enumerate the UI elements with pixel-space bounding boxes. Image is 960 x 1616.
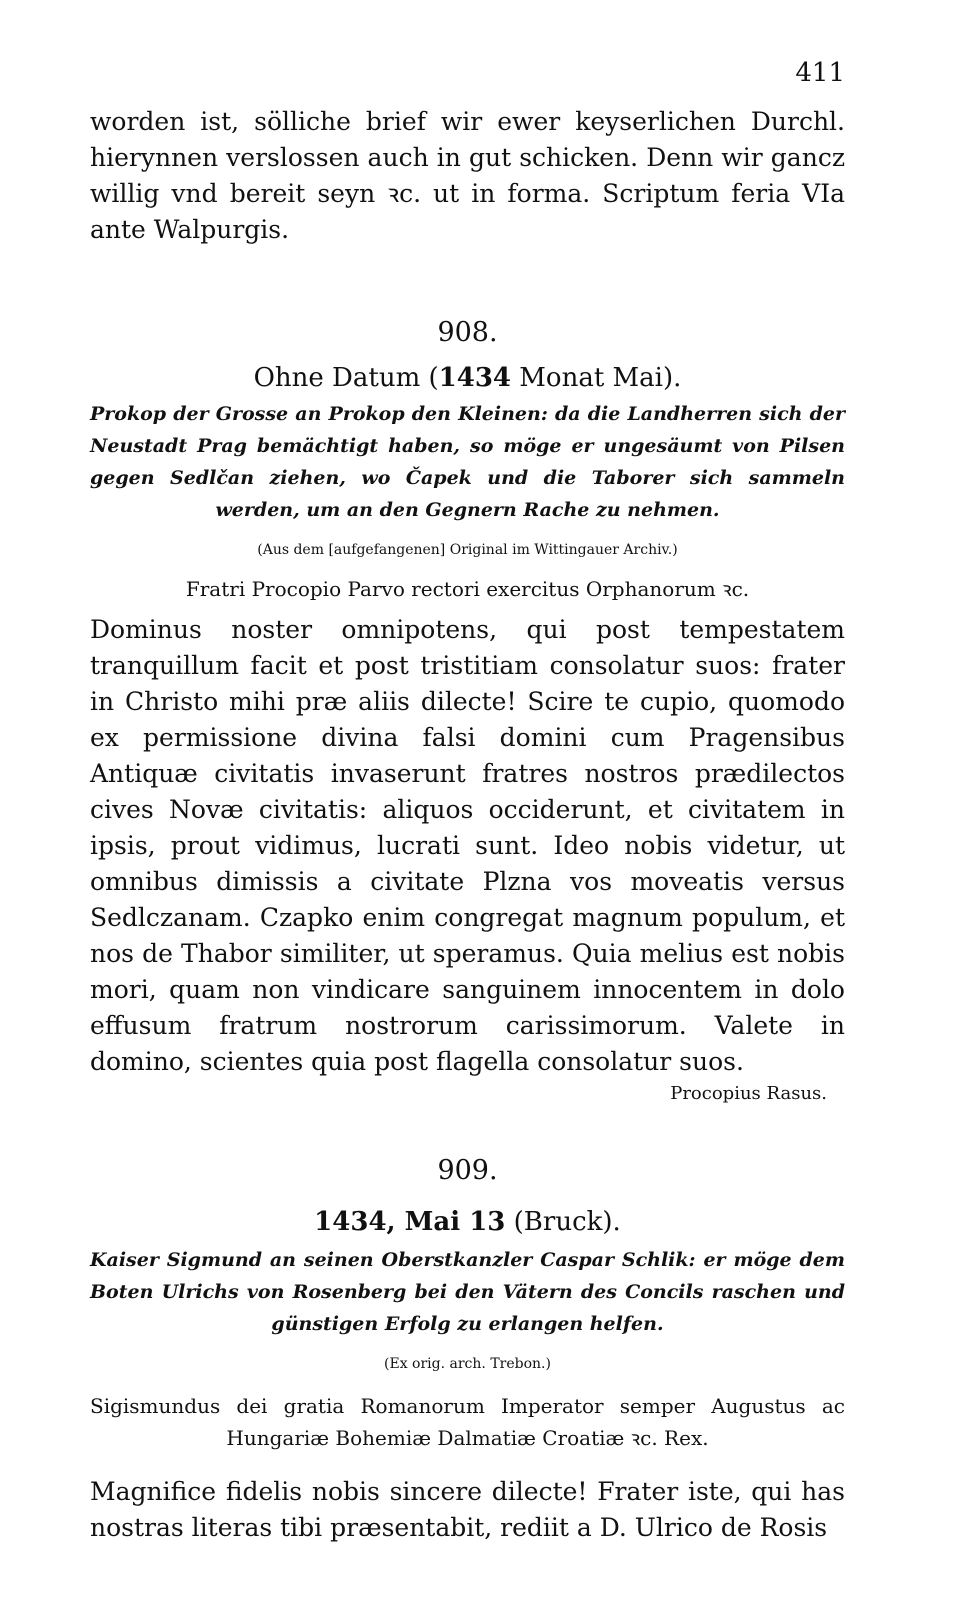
section-909-text: Magnifice fidelis nobis sincere dilecte! Frater iste, qui has nostras literas tibi præsentabit, rediit a D. Ulrico de Rosis [90, 1477, 845, 1542]
section-909-summary: Kaiser Sigmund an seinen Oberstkanzler Caspar Schlik: er möge dem Boten Ulrichs von Rosenberg bei den Vätern des Concils raschen und günstigen Erfolg zu erlangen helfen. [90, 1249, 845, 1335]
section-908-summary: Prokop der Grosse an Prokop den Kleinen: da die Landherren sich der Neustadt Prag bemächtigt haben, so möge er ungesäumt von Pilsen gegen Sedlčan ziehen, wo Čapek und die Taborer sich sammeln werden, um an den Gegnern Rache zu nehmen. [90, 403, 845, 521]
section-909-source: (Ex orig. arch. Trebon.) [384, 1356, 551, 1372]
section-908-date: Ohne Datum (1434 Monat Mai). [253, 363, 682, 393]
section-908-number: 908. [437, 317, 498, 348]
section-909-date: 1434, Mai 13 (Bruck). [314, 1207, 621, 1237]
section-909-number: 909. [437, 1155, 498, 1186]
section-908-source: (Aus dem [aufgefangenen] Original im Wittingauer Archiv.) [257, 542, 678, 558]
intro-paragraph: worden ist, sölliche brief wir ewer keyserlichen Durchl. hierynnen verslossen auch in gut schicken. Denn wir gancz willig vnd bereit seyn ꝛc. ut in forma. Scriptum feria VIa ante Walpurgis. [90, 107, 845, 244]
section-908-signature: Procopius Rasus. [670, 1083, 827, 1104]
page-number: 411 [795, 58, 845, 88]
section-908-text: Dominus noster omnipotens, qui post tempestatem tranquillum facit et post tristitiam consolatur suos: frater in Christo mihi præ aliis dilecte! Scire te cupio, quomodo ex permissione divina falsi domini cum Pragensibus Antiquæ civitatis invaserunt fratres nostros prædilectos cives Novæ civitatis: aliquos occiderunt, et civitatem in ipsis, prout vidimus, lucrati sunt. Ideo nobis videtur, ut omnibus dimissis a civitate Plzna vos moveatis versus Sedlczanam. Czapko enim congregat magnum populum, et nos de Thabor similiter, ut speramus. Quia melius est nobis mori, quam non vindicare sanguinem innocentem in dolo effusum fratrum nostrorum carissimorum. Valete in domino, scientes quia post flagella consolatur suos. [90, 615, 845, 1076]
section-909-address: Sigismundus dei gratia Romanorum Imperator semper Augustus ac Hungariæ Bohemiæ Dalmatiæ Croatiæ ꝛc. Rex. [90, 1394, 845, 1450]
section-909 [90, 1156, 845, 1546]
section-908-address: Fratri Procopio Parvo rectori exercitus Orphanorum ꝛc. [185, 577, 750, 601]
section-908 [90, 318, 845, 1106]
